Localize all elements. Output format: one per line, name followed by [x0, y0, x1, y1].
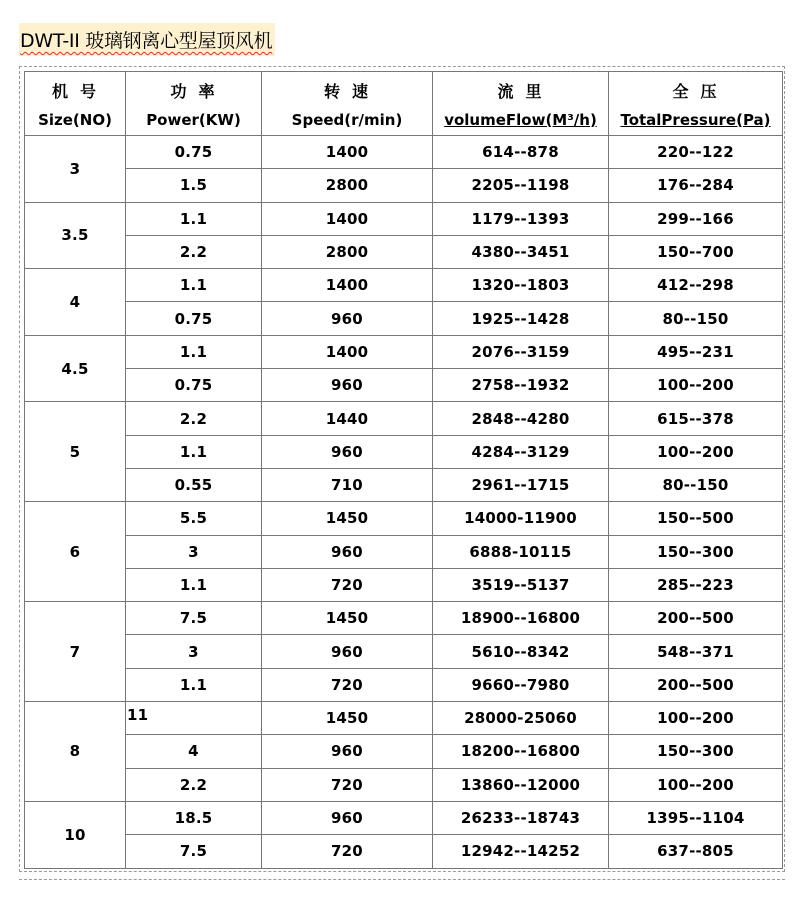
- cell-speed: 1400: [262, 203, 433, 236]
- cell-flow: 3519--5137: [433, 569, 609, 602]
- cell-flow: 13860--12000: [433, 769, 609, 802]
- table-row: [25, 469, 783, 502]
- cell-power: 1.1: [126, 203, 262, 236]
- document-title: DWT-II 玻璃钢离心型屋顶风机: [20, 30, 273, 52]
- cell-speed: 710: [262, 469, 433, 502]
- cell-flow: 28000-25060: [433, 702, 609, 735]
- table-row: [25, 369, 783, 402]
- cell-power: 3: [126, 536, 262, 569]
- cell-size: 3.5: [25, 203, 126, 270]
- cell-speed: 720: [262, 835, 433, 868]
- cell-flow: 2205--1198: [433, 169, 609, 202]
- header-pressure-en: TotalPressure(Pa): [620, 110, 771, 129]
- cell-pressure: 220--122: [609, 136, 783, 169]
- cell-pressure: 100--200: [609, 769, 783, 802]
- header-flow: [433, 72, 609, 136]
- cell-flow: 2961--1715: [433, 469, 609, 502]
- header-size-cn: 机号: [51, 81, 108, 101]
- table-header-row: [25, 72, 783, 136]
- table-row: [25, 203, 783, 236]
- cell-speed: 1450: [262, 702, 433, 735]
- cell-pressure: 548--371: [609, 635, 783, 668]
- cell-power: 1.5: [126, 169, 262, 202]
- cell-flow: 2076--3159: [433, 336, 609, 369]
- cell-power: 1.1: [126, 436, 262, 469]
- cell-pressure: 1395--1104: [609, 802, 783, 835]
- cell-speed: 960: [262, 536, 433, 569]
- cell-speed: 720: [262, 569, 433, 602]
- cell-pressure: 80--150: [609, 302, 783, 335]
- table-row: [25, 269, 783, 302]
- cell-speed: 2800: [262, 169, 433, 202]
- table-row: [25, 802, 783, 835]
- cell-pressure: 299--166: [609, 203, 783, 236]
- cell-flow: 26233--18743: [433, 802, 609, 835]
- cell-flow: 4380--3451: [433, 236, 609, 269]
- cell-flow: 12942--14252: [433, 835, 609, 868]
- cell-speed: 1400: [262, 336, 433, 369]
- cell-flow: 4284--3129: [433, 436, 609, 469]
- cell-pressure: 100--200: [609, 369, 783, 402]
- cell-speed: 2800: [262, 236, 433, 269]
- cell-pressure: 150--500: [609, 502, 783, 535]
- fan-spec-table: [24, 71, 783, 869]
- cell-flow: 1179--1393: [433, 203, 609, 236]
- cell-power: 18.5: [126, 802, 262, 835]
- cell-pressure: 200--500: [609, 669, 783, 702]
- header-speed: [262, 72, 433, 136]
- cell-flow: 9660--7980: [433, 669, 609, 702]
- table-row: [25, 136, 783, 169]
- cell-pressure: 150--700: [609, 236, 783, 269]
- cell-power: 1.1: [126, 569, 262, 602]
- cell-size: 8: [25, 702, 126, 802]
- cell-power: 7.5: [126, 602, 262, 635]
- header-size: [25, 72, 126, 136]
- cell-pressure: 150--300: [609, 536, 783, 569]
- table-row: [25, 402, 783, 435]
- cell-flow: 2758--1932: [433, 369, 609, 402]
- table-row: [25, 236, 783, 269]
- table-row: [25, 336, 783, 369]
- header-speed-cn: 转速: [323, 81, 380, 101]
- header-speed-en: Speed(r/min): [291, 110, 403, 129]
- header-power-cn: 功率: [170, 81, 227, 101]
- cell-flow: 18200--16800: [433, 735, 609, 768]
- cell-power: 2.2: [126, 769, 262, 802]
- cell-pressure: 150--300: [609, 735, 783, 768]
- header-size-en: Size(NO): [38, 110, 112, 129]
- cell-power: 4: [126, 735, 262, 768]
- cell-size: 7: [25, 602, 126, 702]
- cell-speed: 960: [262, 635, 433, 668]
- table-row: [25, 302, 783, 335]
- cell-power: 0.55: [126, 469, 262, 502]
- cell-speed: 720: [262, 769, 433, 802]
- cell-size: 4: [25, 269, 126, 336]
- table-row: [25, 536, 783, 569]
- cell-pressure: 100--200: [609, 436, 783, 469]
- cell-power: 2.2: [126, 236, 262, 269]
- cell-power: 3: [126, 635, 262, 668]
- cell-power: 0.75: [126, 136, 262, 169]
- cell-speed: 960: [262, 735, 433, 768]
- cell-speed: 1450: [262, 602, 433, 635]
- header-power-en: Power(KW): [146, 110, 241, 129]
- cell-speed: 960: [262, 369, 433, 402]
- table-row: [25, 702, 783, 735]
- cell-speed: 960: [262, 302, 433, 335]
- bottom-divider: [19, 879, 785, 880]
- header-pressure: [609, 72, 783, 136]
- cell-power: 1.1: [126, 269, 262, 302]
- cell-size: 5: [25, 402, 126, 502]
- cell-speed: 1400: [262, 269, 433, 302]
- cell-pressure: 285--223: [609, 569, 783, 602]
- cell-speed: 1440: [262, 402, 433, 435]
- cell-speed: 1450: [262, 502, 433, 535]
- cell-flow: 1320--1803: [433, 269, 609, 302]
- cell-power: 0.75: [126, 369, 262, 402]
- cell-pressure: 412--298: [609, 269, 783, 302]
- cell-power: 7.5: [126, 835, 262, 868]
- cell-flow: 5610--8342: [433, 635, 609, 668]
- cell-flow: 6888-10115: [433, 536, 609, 569]
- cell-size: 10: [25, 802, 126, 869]
- cell-pressure: 495--231: [609, 336, 783, 369]
- table-row: [25, 436, 783, 469]
- cell-power: 5.5: [126, 502, 262, 535]
- cell-pressure: 80--150: [609, 469, 783, 502]
- cell-size: 3: [25, 136, 126, 203]
- cell-flow: 1925--1428: [433, 302, 609, 335]
- cell-power: 11: [126, 702, 262, 735]
- table-row: [25, 169, 783, 202]
- cell-pressure: 637--805: [609, 835, 783, 868]
- table-row: [25, 635, 783, 668]
- cell-speed: 720: [262, 669, 433, 702]
- cell-speed: 1400: [262, 136, 433, 169]
- cell-pressure: 176--284: [609, 169, 783, 202]
- table-row: [25, 502, 783, 535]
- cell-flow: 14000-11900: [433, 502, 609, 535]
- cell-power: 1.1: [126, 669, 262, 702]
- header-flow-en: volumeFlow(M³/h): [444, 110, 597, 129]
- table-row: [25, 569, 783, 602]
- cell-pressure: 100--200: [609, 702, 783, 735]
- cell-pressure: 200--500: [609, 602, 783, 635]
- table-row: [25, 769, 783, 802]
- cell-flow: 18900--16800: [433, 602, 609, 635]
- cell-power: 0.75: [126, 302, 262, 335]
- cell-pressure: 615--378: [609, 402, 783, 435]
- cell-flow: 2848--4280: [433, 402, 609, 435]
- cell-flow: 614--878: [433, 136, 609, 169]
- document-title-box: [19, 23, 275, 56]
- table-row: [25, 835, 783, 868]
- cell-speed: 960: [262, 436, 433, 469]
- cell-speed: 960: [262, 802, 433, 835]
- table-row: [25, 735, 783, 768]
- table-row: [25, 602, 783, 635]
- header-flow-cn: 流里: [497, 81, 554, 101]
- cell-size: 6: [25, 502, 126, 602]
- table-row: [25, 669, 783, 702]
- cell-power: 2.2: [126, 402, 262, 435]
- cell-size: 4.5: [25, 336, 126, 403]
- header-pressure-cn: 全压: [672, 81, 729, 101]
- header-power: [126, 72, 262, 136]
- cell-power: 1.1: [126, 336, 262, 369]
